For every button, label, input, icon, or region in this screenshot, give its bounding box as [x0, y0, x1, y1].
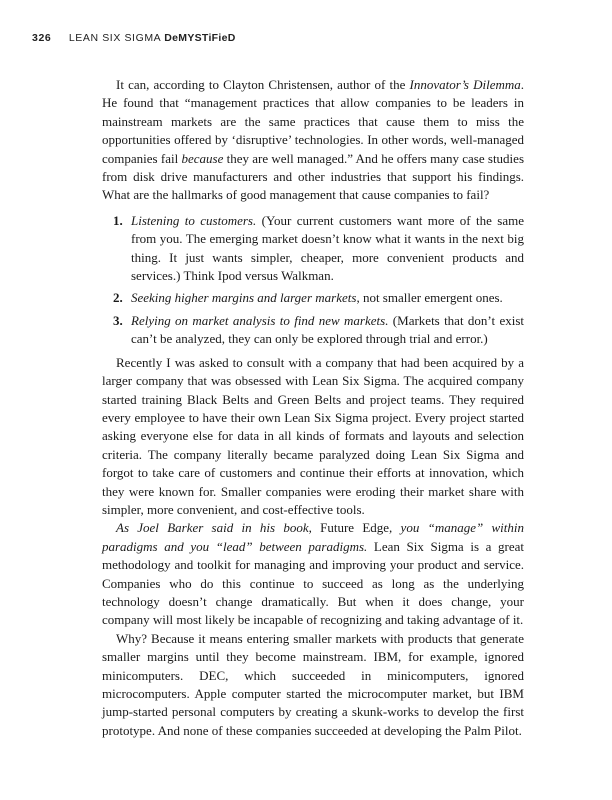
- body-text: [102, 76, 524, 740]
- text-run: they are well managed.” And he offers many case studies from disk drive manufacturers and other industries that support his findings. What are the hallmarks of good management that cause companies to fail?: [102, 150, 524, 203]
- text-run: It can, according to Clayton Christensen, author of the: [116, 77, 410, 92]
- emphasis: because: [181, 150, 224, 166]
- text-run: Lean Six Sigma is a great methodology and toolkit for managing and improving your product and service. Companies who do this continue to succeed as long as the underlying technology doesn’t change dramatically. But when it does change, your company will most likely be incapable of recognizing and taking advantage of it.: [102, 538, 524, 628]
- book-title: LEAN SIX SIGMA: [68, 32, 161, 44]
- book-title-italic: Innovator’s Dilemma: [409, 77, 521, 92]
- list-item-text: , not smaller emergent ones.: [356, 290, 503, 306]
- paragraph: Recently I was asked to consult with a company that had been acquired by a larger company that was obsessed with Lean Six Sigma. The acquired company started training Black Belts and Green Belts and project teams. They required every employee to have their own Lean Six Sigma project. Every project started asking everyone else for data in all kinds of formats and layouts and selection criteria. The company literally became paralyzed doing Lean Six Sigma and forgot to take care of customers and continue their efforts at innovation, which they were known for. Smaller companies were eroding their market share with simpler, more convenient, and cost-effective tools.: [102, 354, 524, 517]
- hallmarks-list: [102, 212, 524, 349]
- paragraph: Why? Because it means entering smaller markets with products that generate smaller margins until they become mainstream. IBM, for example, ignored minicomputers. DEC, which succeeded in minicomputers, ignored microcomputers. Apple computer started the microcomputer market, but IBM jump-started personal computers by creating a skunk-works to develop the first prototype. And none of these companies succeeded at developing the Palm Pilot.: [102, 630, 524, 738]
- emphasis: As Joel Barker said in his book,: [116, 520, 321, 536]
- book-series: DeMYSTiFieD: [164, 32, 236, 44]
- running-head: [32, 32, 236, 44]
- paragraph: [102, 519, 524, 629]
- list-number: 1.: [113, 212, 123, 228]
- list-item-title: Relying on market analysis to find new markets.: [131, 312, 389, 328]
- emphasis: , you “manage” within paradigms and you “lead” between paradigms.: [102, 520, 524, 554]
- list-item-text: (Markets that don’t exist can’t be analyzed, they can only be explored through trial and error.): [131, 312, 524, 347]
- text-run: . He found that “management practices that allow companies to be leaders in mainstream markets are the same practices that cause them to miss the opportunities offered by ‘disruptive’ technologies. In other words, well-managed companies fail: [102, 77, 525, 166]
- list-item: [102, 312, 524, 349]
- list-item-title: Listening to customers.: [131, 212, 257, 228]
- book-title-roman: Future Edge: [320, 520, 390, 536]
- paragraph: [102, 76, 524, 205]
- list-item: [102, 212, 524, 286]
- list-number: 3.: [113, 312, 123, 328]
- list-item: [102, 289, 524, 307]
- page-number: 326: [32, 32, 52, 44]
- list-item-title: Seeking higher margins and larger markets: [131, 290, 357, 306]
- list-number: 2.: [113, 290, 123, 306]
- list-item-text: (Your current customers want more of the same from you. The emerging market doesn’t know what it wants in the next big thing. It just wants simpler, cheaper, more convenient products and services.) Think Ipod versus Walkman.: [131, 212, 524, 284]
